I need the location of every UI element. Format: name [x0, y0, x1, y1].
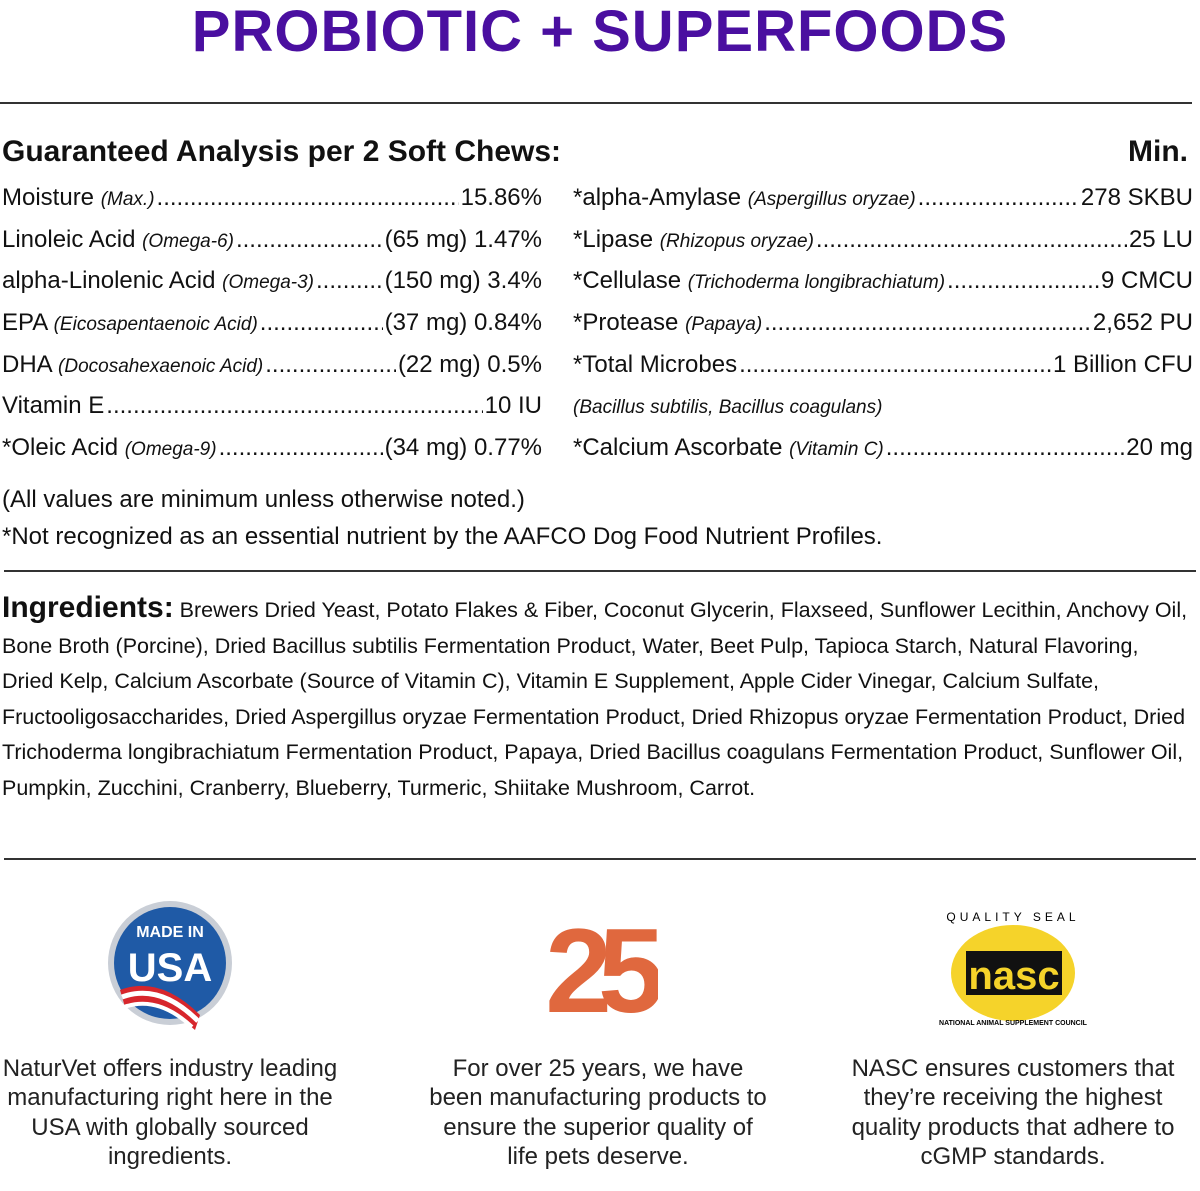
- svg-text:QUALITY SEAL: QUALITY SEAL: [946, 910, 1080, 924]
- note-minimum: (All values are minimum unless otherwise noted.): [2, 486, 525, 513]
- nutrient-value: (65 mg) 1.47%: [384, 225, 542, 253]
- analysis-row: [2, 260, 542, 302]
- divider: [4, 570, 1196, 572]
- nutrient-label: *Protease: [573, 309, 686, 337]
- nutrient-name: [2, 385, 104, 428]
- analysis-row: [2, 302, 542, 344]
- dot-leader: [947, 260, 1099, 301]
- nutrient-label: *Lipase: [573, 225, 660, 253]
- analysis-left-column: [2, 177, 542, 469]
- divider: [4, 858, 1196, 860]
- analysis-row: [573, 385, 1193, 427]
- nutrient-value: 2,652 PU: [1092, 309, 1193, 337]
- dot-leader: [886, 427, 1125, 468]
- nutrient-detail: (Vitamin C): [789, 439, 884, 461]
- page-title: PROBIOTIC + SUPERFOODS: [191, 0, 1009, 64]
- analysis-heading: [2, 132, 1188, 172]
- nutrient-value: 9 CMCU: [1100, 267, 1193, 295]
- nutrient-value: 20 mg: [1126, 434, 1193, 462]
- feature-25-years: [428, 890, 768, 1171]
- nutrient-value: (37 mg) 0.84%: [384, 309, 542, 337]
- analysis-row: [573, 260, 1193, 302]
- feature-usa-text: NaturVet offers industry leading manufacturing right here in the USA with globally sourced ingredients.: [2, 1055, 338, 1170]
- nutrient-label: DHA: [2, 350, 59, 378]
- nutrient-name: [2, 344, 263, 387]
- nutrient-value: (22 mg) 0.5%: [397, 350, 542, 378]
- feature-usa: [0, 890, 340, 1171]
- feature-nasc: [843, 890, 1183, 1171]
- dot-leader: [764, 302, 1091, 343]
- nutrient-name: [573, 219, 814, 262]
- analysis-row: [573, 302, 1193, 344]
- nutrient-label: *alpha-Amylase: [573, 184, 748, 211]
- nutrient-name: [573, 427, 884, 470]
- feature-25-text: For over 25 years, we have been manufacturing products to ensure the superior quality of life pets deserve.: [429, 1055, 767, 1170]
- nutrient-detail: (Aspergillus oryzae): [747, 189, 916, 210]
- dot-leader: [106, 385, 482, 426]
- dot-leader: [265, 344, 396, 385]
- nutrient-name: [573, 385, 882, 428]
- nutrient-value: (150 mg) 3.4%: [384, 267, 542, 295]
- nutrient-name: [2, 177, 155, 220]
- nutrient-detail: (Bacillus subtilis, Bacillus coagulans): [573, 397, 883, 419]
- nutrient-name: [573, 177, 916, 220]
- nutrient-detail: (Omega-3): [222, 272, 315, 294]
- analysis-right-column: [573, 177, 1193, 469]
- analysis-row: [2, 427, 542, 469]
- nutrient-label: *Oleic Acid: [2, 434, 125, 462]
- analysis-row: [573, 427, 1193, 469]
- analysis-row: [2, 177, 542, 219]
- nutrient-value: (34 mg) 0.77%: [384, 434, 542, 462]
- nutrient-label: alpha-Linolenic Acid: [2, 267, 223, 295]
- nutrient-detail: (Omega-9): [124, 439, 217, 461]
- nutrient-value: 10 IU: [484, 392, 542, 420]
- dot-leader: [739, 344, 1051, 385]
- dot-leader: [219, 427, 383, 468]
- ingredients-text: Brewers Dried Yeast, Potato Flakes & Fiber, Coconut Glycerin, Flaxseed, Sunflower Lecithin, Anchovy Oil, Bone Broth (Porcine), Dried Bacillus subtilis Fermentation Product, Water, Beet Pulp, Tapioca Starch, Natural Flavoring, Dried Kelp, Calcium Ascorbate (Source of Vitamin C), Vitamin E Supplement, Apple Cider Vinegar, Calcium Sulfate, Fructooligosaccharides, Dried Aspergillus oryzae Fermentation Product, Dried Rhizopus oryzae Fermentation Product, Dried Trichoderma longibrachiatum Fermentation Product, Papaya, Dried Bacillus coagulans Fermentation Product, Sunflower Oil, Pumpkin, Zucchini, Cranberry, Blueberry, Turmeric, Shiitake Mushroom, Carrot.: [2, 598, 1188, 800]
- svg-text:MADE IN: MADE IN: [136, 924, 204, 941]
- 25-years-logo-icon: [428, 890, 768, 1040]
- nutrient-detail: (Papaya): [685, 314, 763, 336]
- svg-text:25: 25: [545, 904, 651, 1030]
- dot-leader: [316, 260, 383, 301]
- analysis-row: [2, 344, 542, 386]
- nutrient-detail: (Docosahexaenoic Acid): [58, 355, 264, 377]
- nutrient-value: 15.86%: [460, 184, 542, 211]
- nutrient-detail: (Rhizopus oryzae): [659, 230, 814, 252]
- nutrient-name: [573, 344, 737, 387]
- dot-leader: [918, 177, 1079, 218]
- svg-text:USA: USA: [127, 946, 213, 990]
- nutrient-name: [573, 302, 762, 345]
- analysis-row: [2, 219, 542, 261]
- svg-text:nasc: nasc: [968, 954, 1060, 998]
- nutrient-value: 25 LU: [1128, 225, 1193, 253]
- nutrient-label: Moisture: [2, 184, 101, 211]
- made-in-usa-badge-icon: [0, 890, 340, 1040]
- svg-text:NATIONAL ANIMAL SUPPLEMENT COU: NATIONAL ANIMAL SUPPLEMENT COUNCIL: [939, 1020, 1087, 1027]
- nutrient-label: EPA: [2, 309, 54, 337]
- analysis-row: [573, 177, 1193, 219]
- dot-leader: [157, 177, 459, 218]
- nutrient-label: *Total Microbes: [573, 350, 738, 378]
- nutrient-label: Linoleic Acid: [2, 225, 143, 253]
- min-label: Min.: [1128, 135, 1188, 168]
- nutrient-label: *Cellulase: [573, 267, 688, 295]
- nutrient-name: [2, 219, 234, 262]
- nutrient-detail: (Omega-6): [142, 230, 234, 252]
- feature-nasc-text: NASC ensures customers that they’re receiving the highest quality products that adhere to cGMP standards.: [851, 1055, 1175, 1170]
- nutrient-value: 1 Billion CFU: [1052, 350, 1193, 378]
- nutrient-label: *Calcium Ascorbate: [573, 434, 790, 462]
- divider: [0, 102, 1192, 104]
- analysis-title: Guaranteed Analysis per 2 Soft Chews:: [2, 135, 562, 168]
- analysis-row: [2, 385, 542, 427]
- dot-leader: [260, 302, 383, 343]
- nasc-quality-seal-icon: [843, 890, 1183, 1040]
- ingredients: [2, 590, 1192, 806]
- nutrient-detail: (Trichoderma longibrachiatum): [687, 272, 946, 294]
- nutrient-name: [2, 302, 258, 345]
- nutrient-name: [2, 427, 217, 470]
- nutrient-name: [573, 260, 945, 303]
- dot-leader: [816, 219, 1127, 260]
- nutrient-detail: (Eicosapentaenoic Acid): [53, 314, 258, 336]
- nutrient-value: 278 SKBU: [1080, 184, 1193, 211]
- nutrient-label: Vitamin E: [2, 392, 105, 420]
- note-aafco: *Not recognized as an essential nutrient by the AAFCO Dog Food Nutrient Profiles.: [2, 523, 883, 550]
- analysis-row: [573, 344, 1193, 386]
- dot-leader: [236, 219, 383, 260]
- analysis-row: [573, 219, 1193, 261]
- ingredients-label: Ingredients:: [2, 591, 174, 624]
- nutrient-detail: (Max.): [100, 189, 155, 210]
- nutrient-name: [2, 260, 314, 303]
